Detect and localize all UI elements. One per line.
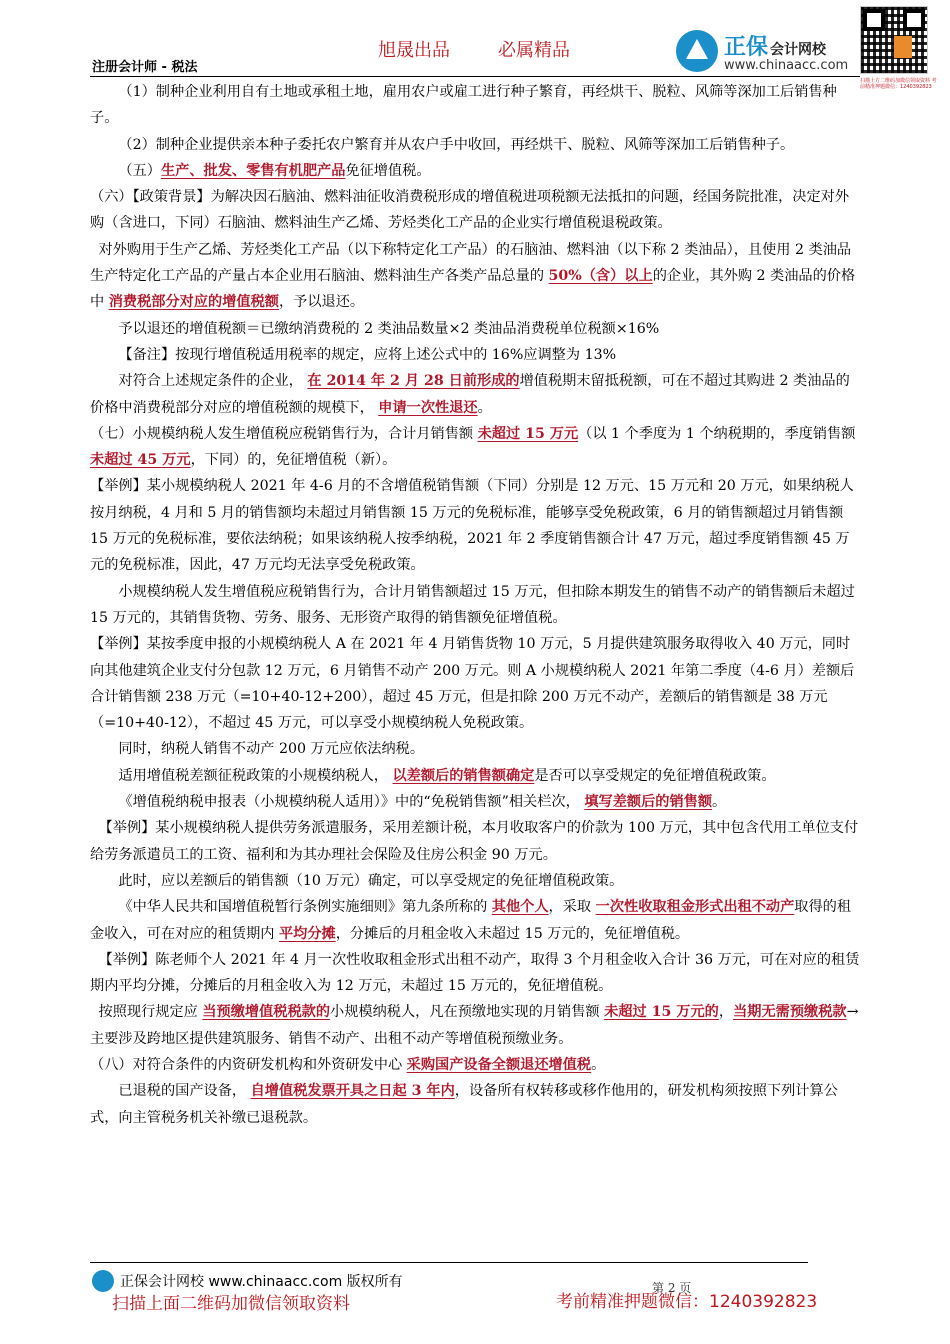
highlighted-term: 未超过 15 万元 (477, 425, 579, 442)
header-divider (90, 76, 860, 77)
paragraph (90, 158, 862, 184)
paragraph (90, 342, 862, 368)
text-run: 同时，纳税人销售不动产 200 万元应依法纳税。 (118, 741, 425, 758)
qr-badge-icon (894, 36, 912, 58)
highlighted-term: 当期无需预缴税款 (733, 1004, 847, 1021)
text-run: 免征增值税。 (345, 162, 431, 179)
text-run: 此时，应以差额后的销售额（10 万元）确定，可以享受规定的免征增值税政策。 (118, 872, 624, 889)
text-run: 《中华人民共和国增值税暂行条例实施细则》第九条所称的 (118, 899, 492, 916)
brand-logo[interactable] (676, 24, 856, 76)
paragraph (90, 132, 862, 158)
text-run: （2）制种企业提供亲本种子委托农户繁育并从农户手中收回，再经烘干、脱粒、风筛等深加工后销售种子。 (118, 136, 795, 153)
text-run: 对符合上述规定条件的企业， (118, 373, 308, 390)
paragraph (90, 894, 862, 947)
text-run: 适用增值税差额征税政策的小规模纳税人， (118, 767, 393, 784)
paragraph (90, 1052, 862, 1078)
paragraph (90, 947, 862, 1000)
text-run: （五） (118, 162, 161, 179)
highlighted-term: 生产、批发、零售有机肥产品 (160, 162, 346, 179)
text-run: （七）小规模纳税人发生增值税应税销售行为，合计月销售额 (90, 425, 478, 442)
highlighted-term: 以差额后的销售额确定 (392, 767, 535, 784)
slogan-left: 旭晟出品 (378, 40, 450, 61)
page-number: 第 2 页 (652, 1281, 692, 1295)
text-run: 取得的租金收入，可在对应的租赁期内 (90, 899, 852, 942)
paragraph (90, 473, 862, 578)
text-run: 对外购用于生产乙烯、芳烃类化工产品（以下称特定化工产品）的石脑油、燃料油（以下称 2 类油品），且使用 2 类油品生产特定化工产品的产量占本企业用石脑油、燃料油生产各类产品总量的 (90, 241, 852, 285)
highlighted-term: 未超过 15 万元的 (604, 1004, 719, 1021)
brand-url: www.chinaacc.com (724, 58, 849, 73)
highlighted-term: 一次性收取租金形式出租不动产 (595, 899, 795, 916)
text-run: ，设备所有权转移或移作他用的，研发机构须按照下列计算公式，向主管税务机关补缴已退税款。 (90, 1083, 838, 1126)
highlighted-term: 其他个人 (491, 899, 549, 916)
text-run: 【举例】某按季度申报的小规模纳税人 A 在 2021 年 4 月销售货物 10 万元，5 月提供建筑服务取得收入 40 万元，同时向其他建筑企业支付分包款 12 万元，6 月销售不动产 200 万元。则 A 小规模纳税人 2021 年第二季度（4-6 月）差额后合计销售额 238 万元（=10+40-12+200），超过 45 万元，但是扣除 200 万元不动产，差额后的销售额是 38 万元（=10+40-12），不超过 45 万元，可以享受小规模纳税人免税政策。 (90, 636, 855, 732)
footer-divider (90, 1262, 808, 1263)
footer-logo-icon (92, 1270, 114, 1292)
promo-qr-text: 扫描上面二维码加微信领取资料 (112, 1294, 350, 1314)
logo-icon (676, 30, 718, 72)
highlighted-term: 平均分摊 (278, 925, 336, 942)
text-run: ， (718, 1004, 734, 1021)
text-run: 。 (591, 1056, 606, 1073)
paragraph (90, 368, 862, 421)
doc-title: 注册会计师 - 税法 (92, 60, 198, 75)
text-run: 【举例】某小规模纳税人 2021 年 4-6 月的不含增值税销售额（下同）分别是 12 万元、15 万元和 20 万元，如果纳税人按月纳税，4 月和 5 月的销售额均未超过月销售额 15 万元的免税标准，能够享受免税政策，6 月的销售额超过月销售额 15 万元的免税标准，要依法纳税；如果该纳税人按季纳税，2021 年 2 季度销售额合计 47 万元，超过季度销售额 45 万元的免税标准，因此，47 万元均无法享受免税政策。 (90, 478, 854, 574)
highlighted-term: 填写差额后的销售额 (584, 794, 713, 811)
text-run: 【举例】陈老师个人 2021 年 4 月一次性收取租金形式出租不动产，取得 3 个月租金收入合计 36 万元，可在对应的租赁期内平均分摊，分摊后的月租金收入为 12 万元，未超过 15 万元的，免征增值税。 (90, 951, 860, 995)
paragraph (90, 868, 862, 894)
text-run: 。 (477, 399, 492, 416)
text-run: 小规模纳税人，凡在预缴地实现的月销售额 (330, 1004, 605, 1021)
paragraph (90, 316, 862, 342)
paragraph (90, 763, 862, 789)
paragraph (90, 579, 862, 632)
qr-note: 扫描上方二维码加微信领取资料 考前精准押题微信：1240392823 (860, 78, 937, 90)
text-run: （以 1 个季度为 1 个纳税期的，季度销售额 (578, 425, 856, 442)
text-run: 。 (712, 794, 727, 811)
highlighted-term: 当预缴增值税税款的 (202, 1004, 331, 1021)
text-run: 已退税的国产设备， (118, 1083, 251, 1100)
paragraph (90, 736, 862, 762)
text-run: ，下同）的，免征增值税（新）。 (190, 452, 397, 469)
paragraph (90, 999, 862, 1052)
text-run: （八）对符合条件的内资研发机构和外资研发中心 (90, 1056, 407, 1073)
paragraph (90, 79, 862, 132)
text-run: ，采取 (548, 899, 596, 916)
text-run: 【举例】某小规模纳税人提供劳务派遣服务，采用差额计税，本月收取客户的价款为 100 万元，其中包含代用工单位支付给劳务派遣员工的工资、福利和为其办理社会保险及住房公积金 90 万元。 (90, 820, 859, 863)
footer-copyright: 正保会计网校 www.chinaacc.com 版权所有 (120, 1274, 403, 1290)
text-run: 【备注】按现行增值税适用税率的规定，应将上述公式中的 16%应调整为 13% (118, 346, 617, 363)
paragraph (90, 237, 862, 316)
document-body (90, 79, 862, 1131)
highlighted-term: 自增值税发票开具之日起 3 年内 (250, 1083, 455, 1100)
text-run: 小规模纳税人发生增值税应税销售行为，合计月销售额超过 15 万元，但扣除本期发生的销售不动产的销售额后未超过 15 万元的，其销售货物、劳务、服务、无形资产取得的销售额免征增值税。 (90, 583, 855, 626)
brand-name: 正保 会计网校 (724, 35, 827, 60)
highlighted-term: 采购国产设备全额退还增值税 (406, 1056, 592, 1073)
text-run: （1）制种企业利用自有土地或承租土地，雇用农户或雇工进行种子繁育，再经烘干、脱粒、风筛等深加工后销售种子。 (90, 84, 837, 127)
highlighted-term: 申请一次性退还 (378, 399, 478, 416)
text-run: ，分摊后的月租金收入未超过 15 万元的，免征增值税。 (335, 925, 690, 942)
text-run: 予以退还的增值税额＝已缴纳消费税的 2 类油品数量×2 类油品消费税单位税额×16% (118, 320, 660, 337)
text-run: ，予以退还。 (278, 294, 365, 311)
paragraph (90, 789, 862, 815)
highlighted-term: 未超过 45 万元 (90, 452, 191, 469)
highlighted-term: 50%（含）以上 (548, 268, 653, 285)
paragraph (90, 815, 862, 868)
highlighted-term: 消费税部分对应的增值税额 (108, 294, 279, 311)
slogan-right: 必属精品 (498, 40, 570, 61)
text-run: （六）【政策背景】为解决因石脑油、燃料油征收消费税形成的增值税进项税额无法抵扣的问题，经国务院批准，决定对外购（含进口，下同）石脑油、燃料油生产乙烯、芳烃类化工产品的企业实行增值税退税政策。 (90, 189, 850, 232)
text-run: 是否可以享受规定的免征增值税政策。 (534, 767, 776, 784)
text-run: 按照现行规定应 (98, 1004, 203, 1021)
promo-wechat-text: 考前精准押题微信：1240392823 (556, 1292, 818, 1312)
text-run: 《增值税纳税申报表（小规模纳税人适用）》中的“免税销售额”相关栏次， (118, 794, 585, 811)
paragraph (90, 184, 862, 237)
text-run: →主要涉及跨地区提供建筑服务、销售不动产、出租不动产等增值税预缴业务。 (90, 1004, 859, 1047)
highlighted-term: 在 2014 年 2 月 28 日前形成的 (307, 373, 520, 390)
paragraph (90, 1078, 862, 1131)
paragraph (90, 421, 862, 474)
paragraph (90, 631, 862, 736)
text-run: 增值税期末留抵税额，可在不超过其购进 2 类油品的价格中消费税部分对应的增值税额的规模下， (90, 373, 850, 416)
text-run: 的企业，其外购 2 类油品的价格中 (90, 268, 856, 311)
